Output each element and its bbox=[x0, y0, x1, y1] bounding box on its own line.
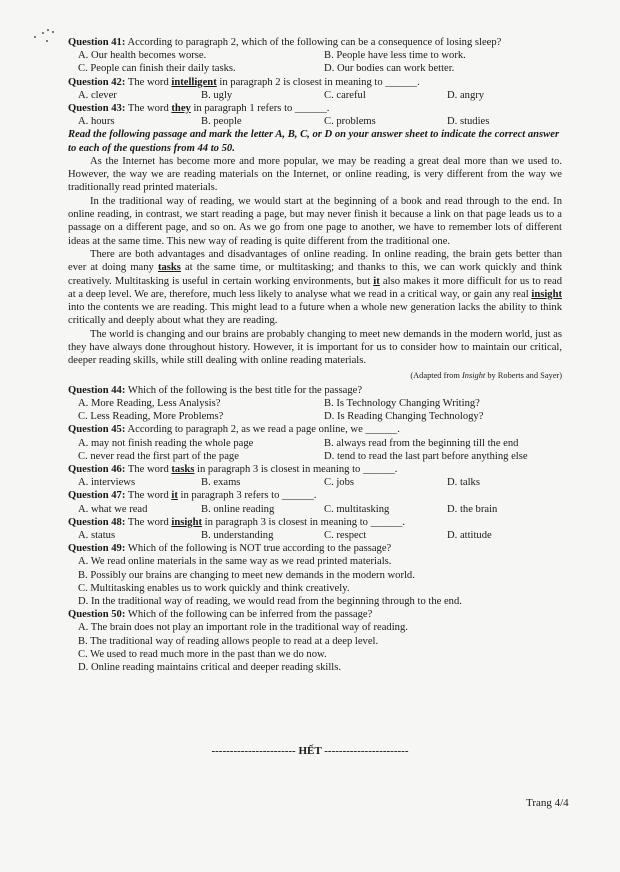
option-c: C. People can finish their daily tasks. bbox=[78, 63, 236, 75]
target-word: intelligent bbox=[171, 76, 217, 88]
option-d: D. Online reading maintains critical and deeper reading skills. bbox=[78, 662, 341, 674]
question-label: Question 43: bbox=[68, 103, 126, 115]
paragraph-3-text: also makes it more difficult for us to read at a deep level. We are, therefore, much less likely to analyse what we read in a critical way, or gain any real bbox=[68, 275, 562, 300]
question-43 bbox=[68, 102, 562, 128]
option-c: C. jobs bbox=[324, 477, 355, 489]
target-word: tasks bbox=[171, 464, 195, 475]
option-a: A. More Reading, Less Analysis? bbox=[78, 397, 221, 409]
paragraph-3-text: into the contents we are reading. This might lead to a future when a whole new generation lacks the ability to think critically and deeply about what they are reading. bbox=[68, 302, 562, 327]
question-stem-pre: The word bbox=[127, 103, 172, 115]
passage-instruction: Read the following passage and mark the letter A, B, C, or D on your answer sheet to indicate the correct answer to each of the questions from 44 to 50. bbox=[68, 129, 560, 154]
source-title: Insight bbox=[461, 370, 486, 380]
option-a: A. interviews bbox=[78, 477, 136, 489]
option-d: D. Is Reading Changing Technology? bbox=[324, 411, 484, 423]
question-47 bbox=[68, 489, 562, 515]
source-suffix: by Roberts and Sayer) bbox=[485, 370, 562, 380]
option-b: B. Is Technology Changing Writing? bbox=[324, 397, 480, 409]
option-b: B. Possibly our brains are changing to meet new demands in the modern world. bbox=[78, 569, 415, 581]
scan-speck bbox=[47, 29, 49, 31]
option-d: D. attitude bbox=[447, 530, 492, 542]
option-b: B. People have less time to work. bbox=[324, 50, 466, 62]
question-label: Question 47: bbox=[68, 490, 126, 502]
question-49 bbox=[68, 542, 562, 608]
option-b: B. The traditional way of reading allows people to read at a deep level. bbox=[78, 635, 379, 647]
question-41 bbox=[68, 36, 562, 76]
question-stem-pre: The word bbox=[127, 76, 172, 88]
question-stem: Which of the following is the best title for the passage? bbox=[127, 384, 363, 396]
question-label: Question 41: bbox=[68, 37, 126, 48]
question-48 bbox=[68, 516, 562, 542]
option-b: B. always read from the beginning till the end bbox=[324, 437, 519, 449]
option-c: C. never read the first part of the page bbox=[78, 450, 239, 462]
option-d: D. tend to read the last part before anything else bbox=[324, 450, 528, 462]
option-a: A. hours bbox=[78, 116, 115, 128]
paragraph-2: In the traditional way of reading, we would start at the beginning of a book and read through to the end. In online reading, in contrast, we start reading a page, but may never finish it because a link on that page leads us to a passage on a different page, and so on. As we go from one page to another, we have to remember lots of different ideas at the same time. This new way of reading is quite different from the traditional one. bbox=[68, 195, 562, 247]
option-c: C. problems bbox=[324, 116, 376, 128]
exam-content bbox=[68, 36, 562, 674]
question-stem: Which of the following is NOT true according to the passage? bbox=[127, 543, 392, 555]
paragraph-3 bbox=[68, 248, 562, 328]
option-b: B. people bbox=[201, 116, 242, 128]
option-d: D. talks bbox=[447, 477, 480, 489]
question-stem-pre: The word bbox=[127, 516, 172, 528]
option-c: C. multitasking bbox=[324, 503, 390, 515]
question-stem-post: in paragraph 1 refers to ______. bbox=[190, 103, 330, 115]
option-a: A. what we read bbox=[78, 503, 148, 515]
question-stem-pre: The word bbox=[127, 464, 172, 475]
question-stem-post: in paragraph 3 is closest in meaning to ______. bbox=[202, 516, 406, 528]
underlined-word-tasks: tasks bbox=[157, 262, 181, 274]
question-stem: Which of the following can be inferred from the passage? bbox=[127, 609, 373, 621]
paragraph-3-text: There are both advantages and disadvantages of online reading. In online reading, the brain gets better than ever at doing many bbox=[68, 248, 562, 274]
question-label: Question 44: bbox=[68, 384, 126, 396]
paragraph-4: The world is changing and our brains are probably changing to meet new demands in the modern world, just as they have always done throughout history. However, it is important for us to consider how to maintain our critical, deeper reading skills, while still dealing with online reading materials. bbox=[68, 328, 562, 367]
option-b: B. understanding bbox=[201, 530, 274, 542]
option-c: C. careful bbox=[324, 89, 366, 101]
scan-speck bbox=[42, 32, 44, 34]
question-stem-post: in paragraph 3 refers to ______. bbox=[177, 490, 317, 502]
question-stem-post: in paragraph 3 is closest in meaning to ______. bbox=[194, 464, 398, 475]
option-d: D. angry bbox=[447, 89, 485, 101]
option-a: A. status bbox=[78, 530, 116, 542]
question-45 bbox=[68, 423, 562, 463]
question-label: Question 46: bbox=[68, 464, 126, 475]
paragraph-3-text: at the same time, or multitasking; and thanks to this, we can work quickly and think creatively. Multitasking is useful in certain working environments, but bbox=[68, 262, 562, 287]
option-c: C. respect bbox=[324, 530, 367, 542]
end-marker: ----------------------- HẾT ----------------------- bbox=[211, 745, 409, 757]
option-b: B. online reading bbox=[201, 503, 275, 515]
option-c: C. We used to read much more in the past than we do now. bbox=[78, 648, 327, 660]
scan-speck bbox=[46, 40, 48, 42]
scan-speck bbox=[52, 31, 54, 33]
option-a: A. may not finish reading the whole page bbox=[78, 437, 254, 449]
option-d: D. Our bodies can work better. bbox=[324, 63, 455, 75]
question-46 bbox=[68, 463, 562, 489]
target-word: it bbox=[171, 490, 178, 502]
option-b: B. ugly bbox=[201, 89, 233, 101]
option-a: A. Our health becomes worse. bbox=[78, 50, 207, 62]
question-label: Question 45: bbox=[68, 424, 126, 436]
scan-speck bbox=[34, 36, 36, 38]
option-b: B. exams bbox=[201, 477, 241, 489]
option-a: A. We read online materials in the same way as we read printed materials. bbox=[78, 556, 392, 568]
question-44 bbox=[68, 384, 562, 424]
underlined-word-it: it bbox=[373, 275, 380, 287]
option-d: D. the brain bbox=[447, 503, 498, 515]
option-c: C. Less Reading, More Problems? bbox=[78, 411, 224, 423]
source-prefix: (Adapted from bbox=[410, 370, 462, 380]
option-a: A. The brain does not play an important role in the traditional way of reading. bbox=[78, 622, 408, 634]
question-stem-pre: The word bbox=[127, 490, 172, 502]
question-50 bbox=[68, 608, 562, 674]
question-label: Question 42: bbox=[68, 76, 126, 88]
question-label: Question 50: bbox=[68, 609, 126, 621]
page-number: Trang 4/4 bbox=[526, 797, 569, 809]
option-a: A. clever bbox=[78, 89, 117, 101]
question-stem: According to paragraph 2, which of the following can be a consequence of losing sleep? bbox=[127, 37, 502, 48]
question-stem: According to paragraph 2, as we read a page online, we ______. bbox=[127, 424, 400, 436]
question-label: Question 48: bbox=[68, 516, 126, 528]
passage-source bbox=[68, 369, 562, 382]
reading-passage bbox=[68, 155, 562, 382]
option-d: D. In the traditional way of reading, we would read from the beginning through to the end. bbox=[78, 596, 462, 608]
option-c: C. Multitasking enables us to work quickly and think creatively. bbox=[78, 582, 350, 594]
target-word: insight bbox=[171, 516, 203, 528]
question-42 bbox=[68, 76, 562, 102]
question-stem-post: in paragraph 2 is closest in meaning to ______. bbox=[216, 76, 420, 88]
option-d: D. studies bbox=[447, 116, 490, 128]
underlined-word-insight: insight bbox=[531, 288, 562, 300]
paragraph-1: As the Internet has become more and more popular, we may be reading a great deal more than we used to. However, the way we are reading materials on the Internet, or online reading, is very different from the way we traditionally read printed materials. bbox=[68, 155, 562, 194]
question-label: Question 49: bbox=[68, 543, 126, 555]
target-word: they bbox=[171, 103, 191, 115]
